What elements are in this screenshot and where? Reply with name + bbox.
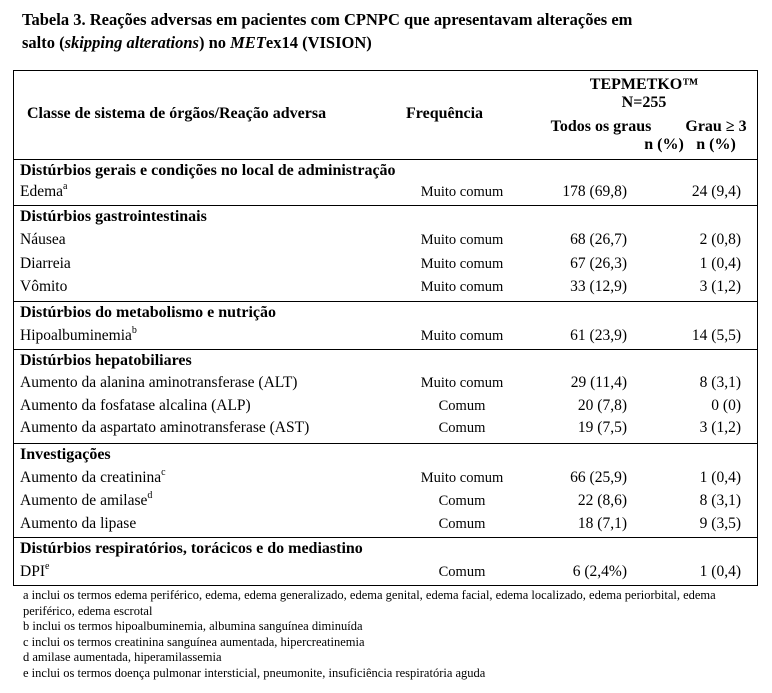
grade3-cell: 1 (0,4) — [699, 469, 741, 486]
section-title: Distúrbios gerais e condições no local de administração — [20, 162, 396, 179]
frequency-cell: Comum — [438, 493, 486, 509]
table-row — [14, 325, 757, 348]
section-metabolism — [14, 301, 757, 350]
table-row — [14, 417, 757, 440]
section-general — [14, 159, 757, 206]
reaction-name — [20, 492, 152, 510]
footnotes — [23, 588, 758, 681]
header-class: Classe de sistema de órgãos/Reação adversa — [27, 105, 327, 122]
footnote-b: b inclui os termos hipoalbuminemia, albumina sanguínea diminuída — [23, 619, 363, 633]
adverse-reactions-table — [13, 70, 758, 586]
grade3-cell: 2 (0,8) — [699, 231, 741, 248]
footnote-c: c inclui os termos creatinina sanguínea aumentada, hipercreatinemia — [23, 634, 365, 649]
frequency-cell: Comum — [438, 564, 486, 580]
section-title: Distúrbios gastrointestinais — [20, 208, 207, 225]
grade3-cell: 3 (1,2) — [699, 419, 741, 436]
frequency-cell: Muito comum — [420, 279, 504, 295]
grade3-cell: 9 (3,5) — [699, 515, 741, 532]
all-grades-cell: 67 (26,3) — [570, 255, 627, 272]
all-grades-cell: 66 (25,9) — [570, 469, 627, 486]
reaction-name: Náusea — [20, 231, 66, 248]
all-grades-cell: 22 (8,6) — [577, 492, 627, 509]
footnote-marker: a — [63, 181, 68, 192]
footnote-a: a inclui os termos edema periférico, edema, edema generalizado, edema genital, edema facial, edema localizado, edema periorbital, edema periférico, edema escrotal — [23, 588, 716, 618]
reaction-label: Aumento de amilase — [20, 492, 148, 509]
frequency-cell: Comum — [438, 420, 486, 436]
table-row — [14, 181, 757, 204]
reaction-label: Hipoalbuminemia — [20, 327, 132, 344]
reaction-name: Diarreia — [20, 255, 71, 272]
title-text: ex14 (VISION) — [265, 33, 372, 52]
frequency-cell: Muito comum — [420, 328, 504, 344]
footnote-e: e inclui os termos doença pulmonar intersticial, pneumonite, insuficiência respiratória aguda — [23, 665, 486, 680]
frequency-cell: Muito comum — [420, 232, 504, 248]
table-header — [14, 71, 757, 160]
table-row — [14, 513, 757, 536]
all-grades-cell: 6 (2,4%) — [572, 563, 627, 580]
all-grades-cell: 33 (12,9) — [570, 278, 627, 295]
grade3-cell: 0 (0) — [711, 397, 741, 414]
reaction-name — [20, 469, 166, 487]
all-grades-cell: 29 (11,4) — [570, 374, 627, 391]
reaction-label: Edema — [20, 183, 64, 200]
reaction-name: Aumento da aspartato aminotransferase (AST) — [20, 419, 310, 436]
title-italic-met: MET — [230, 33, 266, 52]
grade3-cell: 1 (0,4) — [699, 255, 741, 272]
title-italic: skipping alterations — [64, 33, 199, 52]
grade3-cell: 14 (5,5) — [691, 327, 741, 344]
section-title: Investigações — [20, 446, 111, 463]
section-title: Distúrbios hepatobiliares — [20, 352, 192, 369]
header-all-grades: Todos os graus — [550, 118, 652, 135]
header-frequency: Frequência — [406, 105, 484, 122]
table-row — [14, 490, 757, 513]
table-row — [14, 467, 757, 490]
header-all-unit: n (%) — [644, 136, 684, 153]
table-row — [14, 372, 757, 395]
all-grades-cell: 18 (7,1) — [577, 515, 627, 532]
section-gastro — [14, 205, 757, 302]
section-respiratory — [14, 537, 757, 585]
all-grades-cell: 19 (7,5) — [577, 419, 627, 436]
footnote-marker: d — [147, 490, 153, 501]
footnote-d: d amilase aumentada, hiperamilassemia — [23, 650, 222, 664]
footnote-marker: e — [44, 561, 50, 572]
section-title: Distúrbios do metabolismo e nutrição — [20, 304, 276, 321]
all-grades-cell: 178 (69,8) — [562, 183, 627, 200]
header-n: N=255 — [621, 94, 667, 111]
table-row — [14, 276, 757, 299]
reaction-label: Aumento da creatinina — [20, 469, 162, 486]
section-hepatobiliary — [14, 349, 757, 444]
reaction-name — [20, 563, 49, 581]
table-row — [14, 395, 757, 418]
all-grades-cell: 20 (7,8) — [577, 397, 627, 414]
footnote-marker: b — [131, 325, 137, 336]
all-grades-cell: 68 (26,7) — [570, 231, 627, 248]
grade3-cell: 8 (3,1) — [699, 374, 741, 391]
reaction-name: Aumento da fosfatase alcalina (ALP) — [20, 397, 251, 414]
grade3-cell: 1 (0,4) — [699, 563, 741, 580]
title-text: salto ( — [22, 33, 65, 52]
header-grade3-unit: n (%) — [696, 136, 736, 153]
reaction-name — [20, 327, 137, 345]
header-grade3: Grau ≥ 3 — [685, 118, 747, 135]
grade3-cell: 3 (1,2) — [699, 278, 741, 295]
header-drug: TEPMETKO™ — [589, 76, 699, 93]
grade3-cell: 24 (9,4) — [691, 183, 741, 200]
section-investigations — [14, 443, 757, 538]
title-line-2 — [22, 31, 752, 54]
section-title: Distúrbios respiratórios, torácicos e do mediastino — [20, 540, 363, 557]
all-grades-cell: 61 (23,9) — [570, 327, 627, 344]
frequency-cell: Comum — [438, 516, 486, 532]
title-line-1: Tabela 3. Reações adversas em pacientes com CPNPC que apresentavam alterações em — [22, 10, 633, 29]
frequency-cell: Muito comum — [420, 184, 504, 200]
footnote-marker: c — [161, 467, 166, 478]
title-text: ) no — [198, 33, 231, 52]
reaction-name: Aumento da lipase — [20, 515, 137, 532]
frequency-cell: Muito comum — [420, 470, 504, 486]
frequency-cell: Muito comum — [420, 256, 504, 272]
reaction-name: Aumento da alanina aminotransferase (ALT) — [20, 374, 298, 391]
reaction-label: DPI — [20, 563, 45, 580]
table-row — [14, 253, 757, 276]
grade3-cell: 8 (3,1) — [699, 492, 741, 509]
table-row — [14, 229, 757, 252]
reaction-name — [20, 183, 68, 201]
frequency-cell: Muito comum — [420, 375, 504, 391]
reaction-name: Vômito — [20, 278, 68, 295]
table-title — [22, 8, 752, 54]
frequency-cell: Comum — [438, 398, 486, 414]
table-row — [14, 561, 757, 584]
